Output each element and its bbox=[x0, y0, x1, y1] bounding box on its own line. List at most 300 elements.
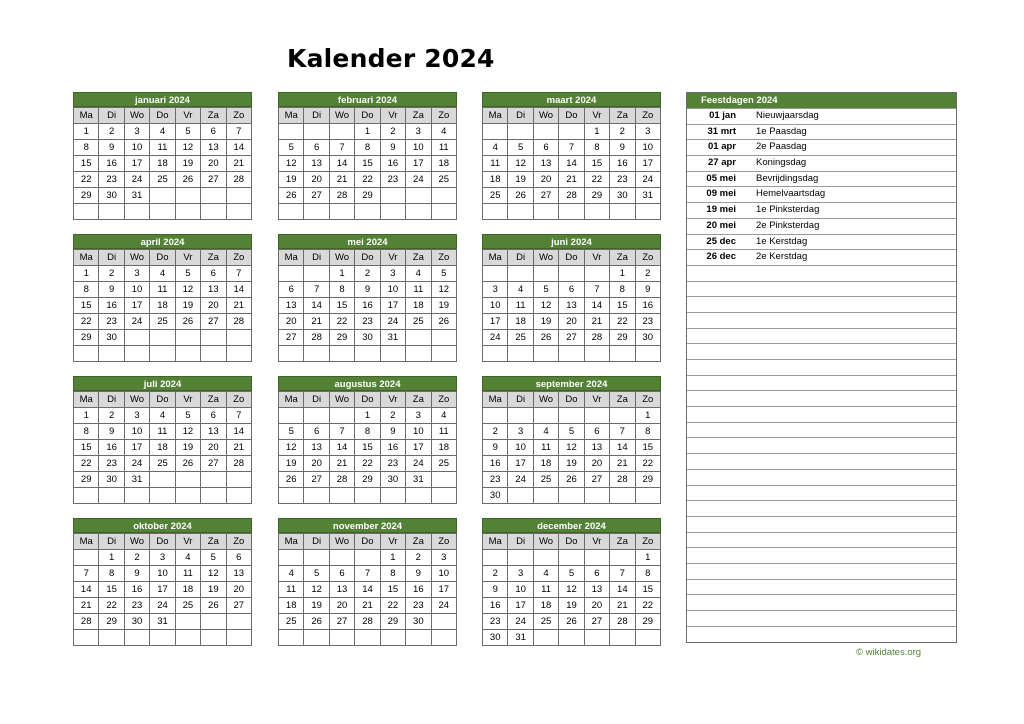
day-cell: 28 bbox=[584, 330, 609, 346]
day-cell: 5 bbox=[201, 550, 226, 566]
day-cell: 24 bbox=[406, 456, 431, 472]
weekday-header: Ma bbox=[279, 392, 304, 408]
weekday-header: Za bbox=[406, 534, 431, 550]
day-cell: 6 bbox=[559, 282, 584, 298]
day-cell: 26 bbox=[559, 614, 584, 630]
day-cell bbox=[99, 346, 124, 362]
holiday-name: Koningsdag bbox=[756, 157, 807, 169]
holiday-row bbox=[687, 265, 956, 281]
day-cell: 9 bbox=[380, 140, 405, 156]
day-cell: 28 bbox=[559, 188, 584, 204]
day-cell: 7 bbox=[329, 140, 354, 156]
day-cell: 5 bbox=[279, 424, 304, 440]
day-cell: 21 bbox=[559, 172, 584, 188]
day-cell: 7 bbox=[74, 566, 99, 582]
day-cell: 8 bbox=[380, 566, 405, 582]
day-cell: 9 bbox=[99, 140, 124, 156]
week-row bbox=[279, 346, 457, 362]
weekday-header: Do bbox=[355, 250, 380, 266]
week-row bbox=[279, 424, 457, 440]
week-row bbox=[74, 440, 252, 456]
day-cell: 16 bbox=[99, 298, 124, 314]
weekday-header: Do bbox=[559, 108, 584, 124]
day-cell: 19 bbox=[559, 456, 584, 472]
day-cell: 30 bbox=[406, 614, 431, 630]
day-cell bbox=[175, 204, 200, 220]
day-cell bbox=[508, 408, 533, 424]
day-cell bbox=[406, 188, 431, 204]
day-cell: 12 bbox=[304, 582, 329, 598]
holiday-row bbox=[687, 186, 956, 202]
day-cell: 24 bbox=[508, 614, 533, 630]
week-row bbox=[279, 330, 457, 346]
weekday-header: Za bbox=[610, 250, 635, 266]
month-table bbox=[278, 533, 457, 646]
weekday-header: Vr bbox=[175, 392, 200, 408]
day-cell: 1 bbox=[329, 266, 354, 282]
day-cell bbox=[584, 346, 609, 362]
day-cell bbox=[175, 346, 200, 362]
month-calendar bbox=[482, 92, 661, 220]
month-table bbox=[278, 249, 457, 362]
weekday-header: Wo bbox=[329, 250, 354, 266]
day-cell bbox=[508, 550, 533, 566]
day-cell bbox=[150, 330, 175, 346]
month-title: april 2024 bbox=[73, 234, 252, 249]
day-cell bbox=[175, 330, 200, 346]
week-row bbox=[483, 630, 661, 646]
day-cell: 6 bbox=[304, 424, 329, 440]
day-cell: 8 bbox=[74, 424, 99, 440]
day-cell: 2 bbox=[99, 266, 124, 282]
holiday-row bbox=[687, 516, 956, 532]
day-cell: 7 bbox=[329, 424, 354, 440]
day-cell: 13 bbox=[201, 424, 226, 440]
day-cell: 1 bbox=[355, 408, 380, 424]
day-cell bbox=[201, 614, 226, 630]
day-cell bbox=[226, 472, 251, 488]
day-cell bbox=[304, 266, 329, 282]
day-cell: 17 bbox=[483, 314, 508, 330]
day-cell: 1 bbox=[584, 124, 609, 140]
day-cell: 28 bbox=[304, 330, 329, 346]
day-cell: 5 bbox=[304, 566, 329, 582]
day-cell: 27 bbox=[304, 188, 329, 204]
day-cell bbox=[431, 630, 456, 646]
day-cell: 13 bbox=[584, 582, 609, 598]
day-cell: 30 bbox=[635, 330, 660, 346]
day-cell: 11 bbox=[533, 582, 558, 598]
day-cell: 27 bbox=[226, 598, 251, 614]
day-cell: 27 bbox=[584, 472, 609, 488]
day-cell: 28 bbox=[74, 614, 99, 630]
week-row bbox=[483, 172, 661, 188]
day-cell: 20 bbox=[304, 172, 329, 188]
day-cell bbox=[584, 204, 609, 220]
day-cell: 20 bbox=[559, 314, 584, 330]
day-cell: 9 bbox=[610, 140, 635, 156]
weekday-header: Wo bbox=[124, 534, 149, 550]
day-cell: 23 bbox=[99, 314, 124, 330]
day-cell: 4 bbox=[431, 408, 456, 424]
day-cell: 19 bbox=[431, 298, 456, 314]
week-row bbox=[74, 124, 252, 140]
day-cell: 3 bbox=[483, 282, 508, 298]
day-cell bbox=[533, 408, 558, 424]
holiday-row bbox=[687, 563, 956, 579]
day-cell bbox=[584, 488, 609, 504]
week-row bbox=[279, 140, 457, 156]
day-cell bbox=[329, 488, 354, 504]
day-cell: 24 bbox=[124, 314, 149, 330]
weekday-header: Za bbox=[406, 108, 431, 124]
day-cell: 28 bbox=[226, 456, 251, 472]
day-cell: 6 bbox=[584, 424, 609, 440]
week-row bbox=[74, 156, 252, 172]
month-table bbox=[482, 107, 661, 220]
day-cell bbox=[559, 550, 584, 566]
day-cell: 3 bbox=[431, 550, 456, 566]
day-cell: 29 bbox=[380, 614, 405, 630]
day-cell bbox=[175, 488, 200, 504]
day-cell bbox=[74, 346, 99, 362]
week-row bbox=[74, 550, 252, 566]
day-cell: 13 bbox=[304, 156, 329, 172]
week-row bbox=[74, 488, 252, 504]
day-cell: 17 bbox=[124, 156, 149, 172]
holiday-row bbox=[687, 249, 956, 265]
day-cell: 3 bbox=[406, 408, 431, 424]
holiday-row bbox=[687, 234, 956, 250]
weekday-header: Vr bbox=[380, 392, 405, 408]
weekday-header: Vr bbox=[584, 392, 609, 408]
day-cell: 28 bbox=[226, 314, 251, 330]
day-cell: 23 bbox=[380, 456, 405, 472]
holiday-row bbox=[687, 296, 956, 312]
day-cell: 13 bbox=[279, 298, 304, 314]
day-cell: 26 bbox=[175, 172, 200, 188]
day-cell bbox=[279, 204, 304, 220]
day-cell: 21 bbox=[329, 456, 354, 472]
day-cell: 29 bbox=[74, 188, 99, 204]
weekday-header: Zo bbox=[431, 534, 456, 550]
day-cell bbox=[610, 204, 635, 220]
day-cell: 31 bbox=[124, 472, 149, 488]
month-title: december 2024 bbox=[482, 518, 661, 533]
weekday-header: Zo bbox=[635, 108, 660, 124]
day-cell bbox=[406, 204, 431, 220]
day-cell: 12 bbox=[508, 156, 533, 172]
day-cell: 9 bbox=[99, 424, 124, 440]
day-cell bbox=[533, 488, 558, 504]
weekday-header: Di bbox=[508, 250, 533, 266]
day-cell bbox=[279, 408, 304, 424]
weekday-header: Do bbox=[355, 108, 380, 124]
day-cell: 14 bbox=[355, 582, 380, 598]
day-cell bbox=[483, 550, 508, 566]
day-cell: 14 bbox=[610, 582, 635, 598]
day-cell: 4 bbox=[533, 566, 558, 582]
holiday-row bbox=[687, 343, 956, 359]
day-cell: 29 bbox=[610, 330, 635, 346]
day-cell: 3 bbox=[124, 408, 149, 424]
day-cell bbox=[279, 550, 304, 566]
day-cell bbox=[355, 550, 380, 566]
day-cell: 6 bbox=[201, 124, 226, 140]
day-cell bbox=[355, 204, 380, 220]
day-cell bbox=[304, 204, 329, 220]
day-cell bbox=[279, 124, 304, 140]
day-cell bbox=[150, 488, 175, 504]
day-cell: 25 bbox=[508, 330, 533, 346]
day-cell: 12 bbox=[175, 424, 200, 440]
day-cell: 23 bbox=[355, 314, 380, 330]
day-cell bbox=[610, 488, 635, 504]
week-row bbox=[279, 488, 457, 504]
month-calendar bbox=[482, 376, 661, 504]
weekday-header: Za bbox=[201, 250, 226, 266]
week-row bbox=[279, 630, 457, 646]
holiday-row bbox=[687, 406, 956, 422]
day-cell: 15 bbox=[329, 298, 354, 314]
day-cell: 21 bbox=[226, 298, 251, 314]
day-cell: 10 bbox=[124, 140, 149, 156]
weekday-header: Vr bbox=[380, 108, 405, 124]
day-cell: 7 bbox=[584, 282, 609, 298]
day-cell: 1 bbox=[635, 550, 660, 566]
month-title: november 2024 bbox=[278, 518, 457, 533]
day-cell bbox=[304, 488, 329, 504]
day-cell bbox=[431, 204, 456, 220]
day-cell: 1 bbox=[355, 124, 380, 140]
holiday-row bbox=[687, 422, 956, 438]
weekday-header: Ma bbox=[74, 392, 99, 408]
week-row bbox=[483, 314, 661, 330]
day-cell: 15 bbox=[74, 156, 99, 172]
day-cell: 3 bbox=[406, 124, 431, 140]
day-cell bbox=[483, 408, 508, 424]
day-cell bbox=[483, 266, 508, 282]
week-row bbox=[74, 566, 252, 582]
holiday-row bbox=[687, 359, 956, 375]
month-calendar bbox=[278, 92, 457, 220]
day-cell: 29 bbox=[635, 472, 660, 488]
day-cell bbox=[508, 124, 533, 140]
day-cell: 12 bbox=[431, 282, 456, 298]
day-cell: 2 bbox=[124, 550, 149, 566]
day-cell bbox=[150, 188, 175, 204]
day-cell: 7 bbox=[226, 408, 251, 424]
day-cell bbox=[226, 204, 251, 220]
week-row bbox=[74, 456, 252, 472]
day-cell: 24 bbox=[150, 598, 175, 614]
weekday-header: Ma bbox=[279, 534, 304, 550]
day-cell: 21 bbox=[74, 598, 99, 614]
holiday-name: 1e Kerstdag bbox=[756, 235, 808, 247]
holiday-name: Bevrijdingsdag bbox=[756, 172, 819, 184]
day-cell bbox=[355, 488, 380, 504]
day-cell: 14 bbox=[226, 282, 251, 298]
day-cell bbox=[431, 330, 456, 346]
day-cell: 20 bbox=[201, 298, 226, 314]
day-cell: 26 bbox=[279, 472, 304, 488]
day-cell bbox=[584, 630, 609, 646]
month-calendar bbox=[482, 518, 661, 646]
week-row bbox=[483, 124, 661, 140]
day-cell: 19 bbox=[279, 456, 304, 472]
day-cell: 5 bbox=[175, 124, 200, 140]
day-cell: 18 bbox=[508, 314, 533, 330]
day-cell bbox=[304, 408, 329, 424]
day-cell bbox=[635, 346, 660, 362]
day-cell: 17 bbox=[406, 440, 431, 456]
holiday-row bbox=[687, 532, 956, 548]
day-cell bbox=[226, 330, 251, 346]
holiday-row bbox=[687, 312, 956, 328]
holiday-name: Hemelvaartsdag bbox=[756, 188, 826, 200]
day-cell: 19 bbox=[559, 598, 584, 614]
day-cell bbox=[431, 614, 456, 630]
month-calendar bbox=[482, 234, 661, 362]
week-row bbox=[483, 472, 661, 488]
holiday-date: 09 mei bbox=[706, 188, 736, 200]
week-row bbox=[279, 582, 457, 598]
day-cell: 8 bbox=[329, 282, 354, 298]
day-cell: 28 bbox=[226, 172, 251, 188]
weekday-header: Zo bbox=[431, 392, 456, 408]
day-cell: 24 bbox=[508, 472, 533, 488]
month-title: juli 2024 bbox=[73, 376, 252, 391]
day-cell bbox=[508, 204, 533, 220]
holiday-row bbox=[687, 108, 956, 124]
weekday-header: Do bbox=[559, 392, 584, 408]
day-cell: 30 bbox=[380, 472, 405, 488]
day-cell: 4 bbox=[150, 408, 175, 424]
day-cell: 22 bbox=[74, 314, 99, 330]
month-calendar bbox=[278, 234, 457, 362]
day-cell: 3 bbox=[150, 550, 175, 566]
day-cell bbox=[201, 188, 226, 204]
day-cell: 19 bbox=[201, 582, 226, 598]
day-cell: 9 bbox=[635, 282, 660, 298]
day-cell bbox=[124, 330, 149, 346]
holiday-name: Nieuwjaarsdag bbox=[756, 110, 819, 121]
day-cell bbox=[99, 630, 124, 646]
day-cell bbox=[533, 346, 558, 362]
day-cell bbox=[610, 630, 635, 646]
day-cell: 14 bbox=[584, 298, 609, 314]
day-cell: 24 bbox=[483, 330, 508, 346]
week-row bbox=[74, 266, 252, 282]
day-cell: 8 bbox=[74, 282, 99, 298]
day-cell bbox=[279, 630, 304, 646]
week-row bbox=[74, 630, 252, 646]
day-cell bbox=[329, 124, 354, 140]
day-cell: 9 bbox=[99, 282, 124, 298]
day-cell: 19 bbox=[508, 172, 533, 188]
weekday-header: Do bbox=[150, 392, 175, 408]
day-cell: 17 bbox=[380, 298, 405, 314]
day-cell: 16 bbox=[380, 156, 405, 172]
day-cell: 14 bbox=[304, 298, 329, 314]
holiday-row bbox=[687, 139, 956, 155]
week-row bbox=[279, 472, 457, 488]
day-cell: 5 bbox=[559, 424, 584, 440]
day-cell: 11 bbox=[431, 424, 456, 440]
day-cell bbox=[483, 124, 508, 140]
holiday-date: 26 dec bbox=[706, 251, 736, 263]
day-cell bbox=[74, 488, 99, 504]
week-row bbox=[483, 598, 661, 614]
day-cell: 30 bbox=[483, 630, 508, 646]
day-cell: 20 bbox=[584, 456, 609, 472]
day-cell: 19 bbox=[304, 598, 329, 614]
week-row bbox=[279, 408, 457, 424]
week-row bbox=[74, 314, 252, 330]
day-cell: 31 bbox=[124, 188, 149, 204]
day-cell: 25 bbox=[431, 456, 456, 472]
month-title: januari 2024 bbox=[73, 92, 252, 107]
day-cell: 23 bbox=[635, 314, 660, 330]
weekday-header: Ma bbox=[483, 250, 508, 266]
day-cell: 16 bbox=[380, 440, 405, 456]
day-cell bbox=[431, 188, 456, 204]
day-cell: 12 bbox=[533, 298, 558, 314]
day-cell: 3 bbox=[635, 124, 660, 140]
weekday-header: Do bbox=[559, 250, 584, 266]
day-cell: 2 bbox=[380, 408, 405, 424]
weekday-header: Vr bbox=[380, 250, 405, 266]
day-cell bbox=[304, 124, 329, 140]
weekday-header: Wo bbox=[533, 250, 558, 266]
holiday-row bbox=[687, 171, 956, 187]
day-cell: 14 bbox=[610, 440, 635, 456]
day-cell bbox=[533, 266, 558, 282]
day-cell: 13 bbox=[329, 582, 354, 598]
week-row bbox=[483, 140, 661, 156]
day-cell: 4 bbox=[150, 124, 175, 140]
day-cell bbox=[584, 408, 609, 424]
day-cell: 18 bbox=[431, 156, 456, 172]
weekday-header: Di bbox=[304, 392, 329, 408]
weekday-header: Ma bbox=[483, 392, 508, 408]
weekday-header: Do bbox=[355, 534, 380, 550]
day-cell: 1 bbox=[610, 266, 635, 282]
month-title: september 2024 bbox=[482, 376, 661, 391]
day-cell: 30 bbox=[355, 330, 380, 346]
day-cell bbox=[279, 346, 304, 362]
day-cell: 11 bbox=[279, 582, 304, 598]
day-cell: 31 bbox=[635, 188, 660, 204]
day-cell: 17 bbox=[150, 582, 175, 598]
holiday-row bbox=[687, 579, 956, 595]
day-cell: 12 bbox=[175, 140, 200, 156]
holiday-row bbox=[687, 218, 956, 234]
week-row bbox=[483, 550, 661, 566]
day-cell: 8 bbox=[355, 424, 380, 440]
weekday-header: Zo bbox=[226, 250, 251, 266]
month-calendar bbox=[73, 376, 252, 504]
weekday-header: Za bbox=[201, 108, 226, 124]
week-row bbox=[74, 598, 252, 614]
week-row bbox=[279, 456, 457, 472]
day-cell bbox=[150, 346, 175, 362]
holiday-name: 2e Paasdag bbox=[756, 141, 807, 153]
week-row bbox=[483, 614, 661, 630]
day-cell: 25 bbox=[533, 472, 558, 488]
day-cell bbox=[329, 346, 354, 362]
day-cell: 10 bbox=[150, 566, 175, 582]
